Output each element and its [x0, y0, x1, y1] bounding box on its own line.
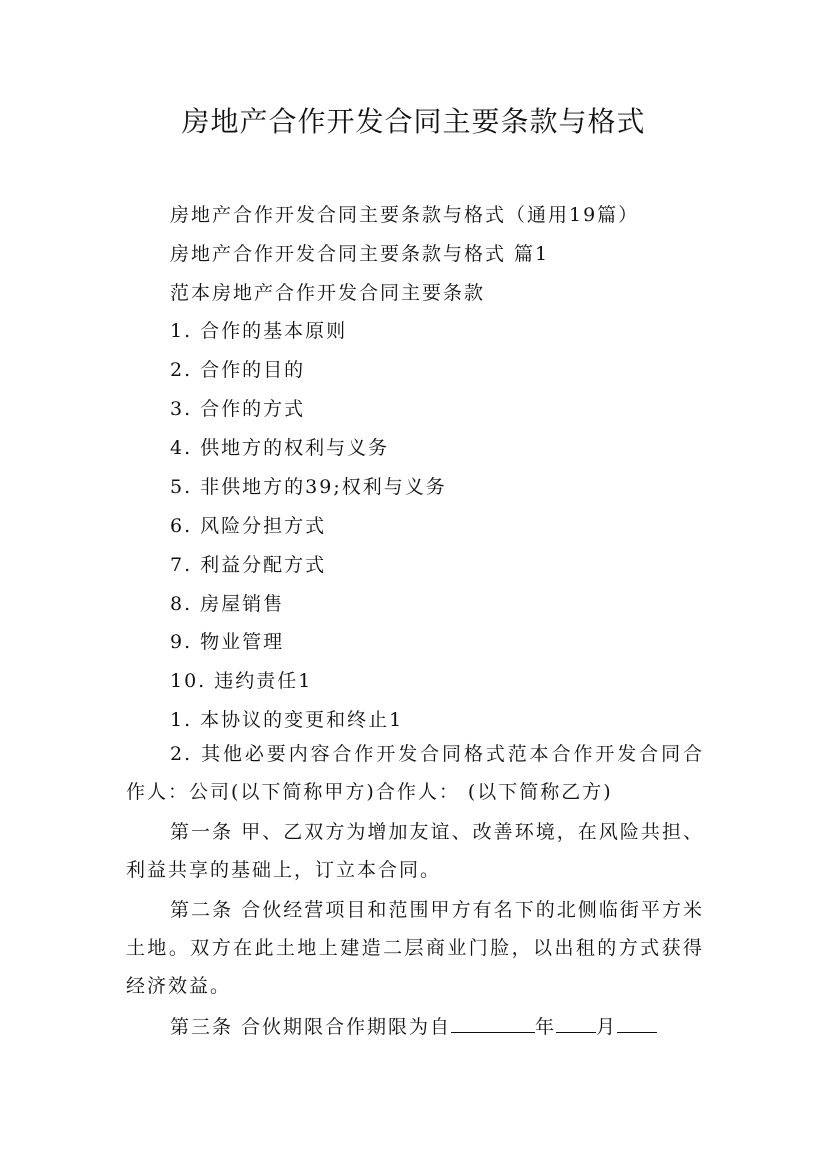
list-item: 3. 合作的方式	[170, 398, 306, 420]
list-item: 9. 物业管理	[170, 631, 285, 653]
blank-line	[617, 1012, 657, 1033]
list-item: 1. 合作的基本原则	[170, 320, 348, 342]
list-item: 4. 供地方的权利与义务	[170, 437, 390, 459]
section-subheading: 范本房地产合作开发合同主要条款	[170, 282, 486, 304]
month-label: 月	[596, 1016, 618, 1038]
list-item: 7. 利益分配方式	[170, 554, 327, 576]
list-item: 10. 违约责任1	[170, 670, 313, 692]
year-label: 年	[535, 1016, 557, 1038]
body-paragraph: 2. 其他必要内容合作开发合同格式范本合作开发合同合作人：公司(以下简称甲方)合作人： (以下简称乙方)	[126, 743, 704, 803]
clause-three-paragraph	[126, 1008, 704, 1046]
list-item: 1. 本协议的变更和终止1	[170, 709, 404, 731]
document-title: 房地产合作开发合同主要条款与格式	[181, 105, 646, 138]
body-paragraph: 第一条 甲、乙双方为增加友谊、改善环境，在风险共担、利益共享的基础上，订立本合同。	[126, 821, 704, 881]
clause-three-text: 第三条 合伙期限合作期限为自	[170, 1016, 452, 1038]
subtitle-line: 房地产合作开发合同主要条款与格式（通用19篇）	[170, 204, 640, 226]
list-item: 2. 合作的目的	[170, 359, 306, 381]
list-item: 6. 风险分担方式	[170, 515, 327, 537]
body-paragraph: 第二条 合伙经营项目和范围甲方有名下的北侧临街平方米土地。双方在此土地上建造二层商业门脸，以出租的方式获得经济效益。	[126, 899, 704, 997]
blank-line	[556, 1012, 596, 1033]
list-item: 5. 非供地方的39;权利与义务	[170, 476, 447, 498]
list-item: 8. 房屋销售	[170, 593, 285, 615]
blank-line	[451, 1012, 535, 1033]
section-heading: 房地产合作开发合同主要条款与格式 篇1	[170, 243, 550, 265]
